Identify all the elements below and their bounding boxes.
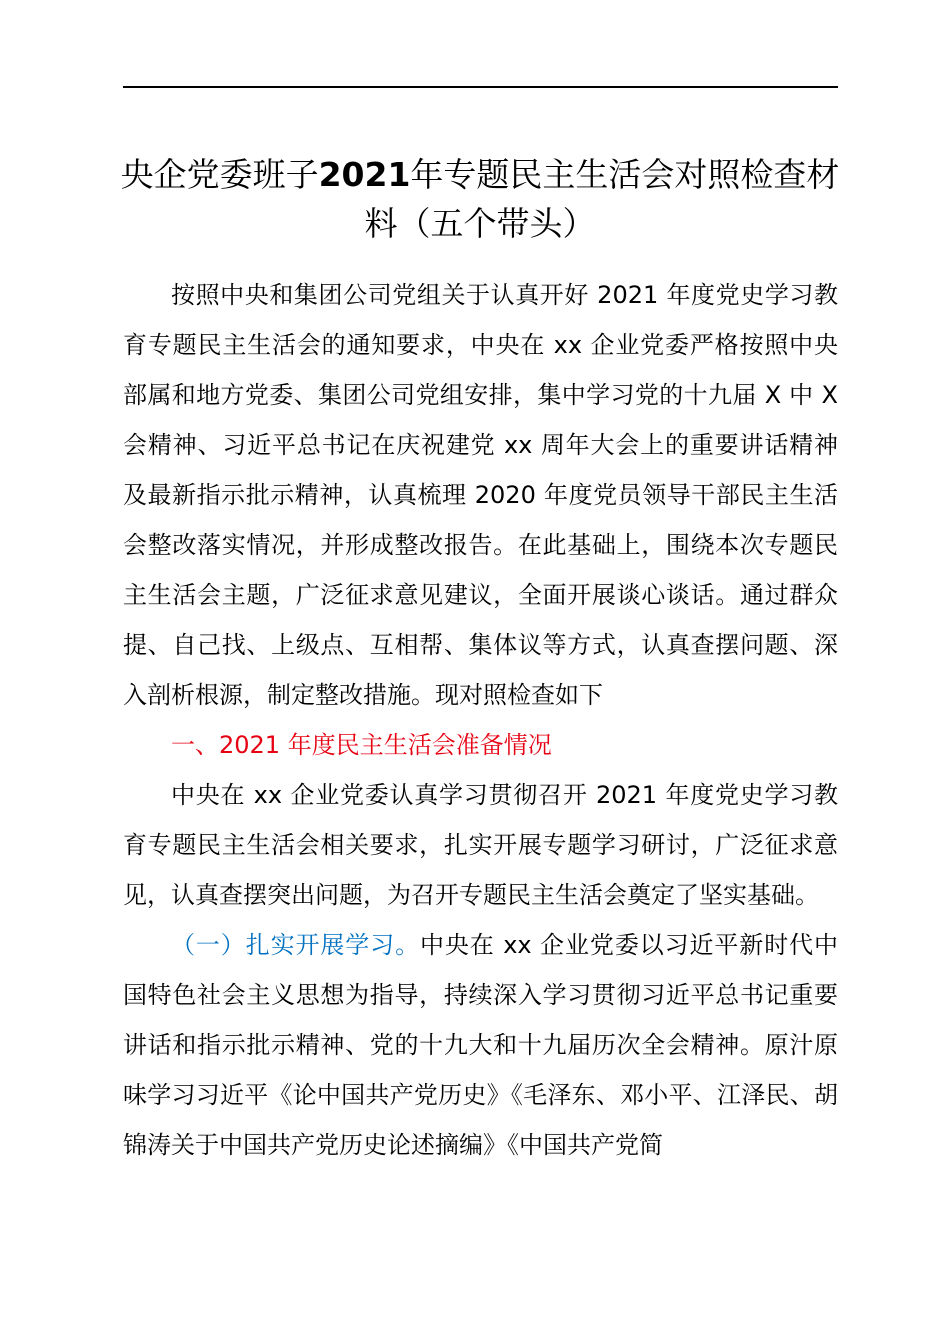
document-title	[110, 150, 850, 248]
intro-paragraph: 按照中央和集团公司党组关于认真开好 2021 年度党史学习教育专题民主生活会的通知要求，中央在 xx 企业党委严格按照中央部属和地方党委、集团公司党组安排，集中学习党的十九届 X 中 X 会精神、习近平总书记在庆祝建党 xx 周年大会上的重要讲话精神及最新指示批示精神，认真梳理 2020 年度党员领导干部民主生活会整改落实情况，并形成整改报告。在此基础上，围绕本次专题民主生活会主题，广泛征求意见建议，全面开展谈心谈话。通过群众提、自己找、上级点、互相帮、集体议等方式，认真查摆问题、深入剖析根源，制定整改措施。现对照检查如下	[123, 281, 838, 709]
document-body	[123, 270, 838, 1170]
subsection1-text: 中央在 xx 企业党委以习近平新时代中国特色社会主义思想为指导，持续深入学习贯彻习近平总书记重要讲话和指示批示精神、党的十九大和十九届历次全会精神。原汁原味学习习近平《论中国共产党历史》《毛泽东、邓小平、江泽民、胡锦涛关于中国共产党历史论述摘编》《中国共产党简	[123, 931, 839, 1159]
subsection1-paragraph	[123, 920, 838, 1170]
title-part1: 央企党委班子	[120, 155, 319, 194]
header-rule	[123, 86, 838, 88]
title-year: 2021	[318, 155, 411, 194]
subsection1-heading: （一）扎实开展学习。	[171, 931, 420, 959]
section1-paragraph: 中央在 xx 企业党委认真学习贯彻召开 2021 年度党史学习教育专题民主生活会相关要求，扎实开展专题学习研讨，广泛征求意见，认真查摆突出问题，为召开专题民主生活会奠定了坚实基础。	[123, 781, 838, 909]
section1-heading: 一、2021 年度民主生活会准备情况	[171, 731, 552, 759]
title-part2: 年专题民主生活会对照检查材料（五个带头）	[364, 155, 840, 243]
